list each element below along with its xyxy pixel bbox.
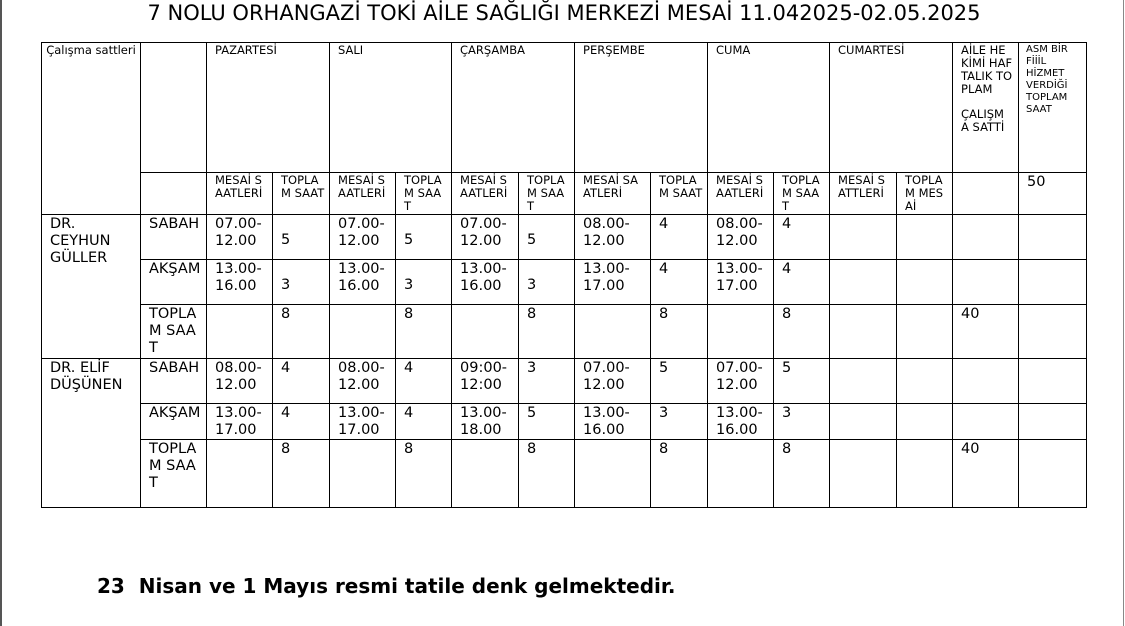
footnote: 23 Nisan ve 1 Mayıs resmi tatile denk gelmektedir. [97,574,676,598]
row-label-total: TOPLAM SAAT [141,440,207,508]
aile-hekimi-line1: AİLE HEKİMİ HAFTALIK TOPLAM [961,43,1013,96]
table-cell [330,440,396,508]
table-cell [897,440,953,508]
table-cell: 07.00-12.00 [330,215,396,260]
table-cell: 3 [651,404,708,440]
table-cell [575,305,651,359]
table-cell: 13.00-16.00 [452,260,519,305]
header-day-sali: SALI [330,43,452,173]
table-cell: 4 [396,404,452,440]
header-row-days [42,43,1087,173]
document-title: 7 NOLU ORHANGAZİ TOKİ AİLE SAĞLIĞI MERKEZİ MESAİ 11.042025-02.05.2025 [147,1,981,25]
header-asm-total: ASM BİR FİİİL HİZMET VERDİĞİ TOPLAM SAAT [1019,43,1087,173]
header-pzt-toplam: TOPLAM SAAT [273,173,330,215]
table-cell: 08.00-12.00 [207,359,273,404]
table-cell [953,359,1019,404]
table-cell [330,305,396,359]
table-cell: 8 [651,440,708,508]
table-cell [1019,404,1087,440]
table-cell: 13.00-16.00 [330,260,396,305]
table-cell [897,305,953,359]
header-day-persembe: PERŞEMBE [575,43,708,173]
table-cell: 5 [519,404,575,440]
table-cell: 5 [273,215,330,260]
table-cell [575,440,651,508]
table-cell [1019,215,1087,260]
table-cell [452,440,519,508]
weekly-total: 40 [953,305,1019,359]
header-sal-toplam: TOPLAM SAAT [396,173,452,215]
table-cell: 5 [651,359,708,404]
row-label: SABAH [141,359,207,404]
table-cell: 13.00-17.00 [207,404,273,440]
row-label-total: TOPLAM SAAT [141,305,207,359]
header-day-cuma: CUMA [708,43,830,173]
table-cell [1019,440,1087,508]
header-asm-value: 50 [1019,173,1087,215]
table-cell [953,260,1019,305]
table-cell: 4 [651,260,708,305]
table-cell: 8 [774,305,830,359]
header-per-toplam: TOPLAM SAAT [651,173,708,215]
table-cell [897,404,953,440]
table-cell: 4 [273,359,330,404]
header-car-mesai: MESAİ SAATLERİ [452,173,519,215]
table-cell: 13.00-17.00 [708,260,774,305]
table-cell: 13.00-16.00 [207,260,273,305]
table-cell [830,359,897,404]
table-cell: 4 [774,215,830,260]
header-sub-aile-empty [953,173,1019,215]
table-cell [1019,305,1087,359]
header-cum-toplam: TOPLAM SAAT [774,173,830,215]
table-cell: 5 [519,215,575,260]
table-cell: 13.00-16.00 [708,404,774,440]
header-aile-hekimi [953,43,1019,173]
table-cell: 13.00-18.00 [452,404,519,440]
table-cell [897,215,953,260]
table-cell [830,260,897,305]
row-label: SABAH [141,215,207,260]
header-car-toplam: TOPLAM SAAT [519,173,575,215]
table-cell: 08.00-12.00 [575,215,651,260]
header-cum-mesai: MESAİ SAATLERİ [708,173,774,215]
table-cell [708,305,774,359]
header-row-sub [42,173,1087,215]
schedule-table [41,42,1087,508]
table-cell [830,215,897,260]
table-row [42,215,1087,260]
table-cell: 8 [396,440,452,508]
header-pzt-mesai: MESAİ SAATLERİ [207,173,273,215]
table-cell: 4 [774,260,830,305]
table-cell [1019,359,1087,404]
table-row-total [42,440,1087,508]
table-cell [1019,260,1087,305]
table-cell [207,305,273,359]
table-cell: 07.00-12.00 [575,359,651,404]
row-label: AKŞAM [141,260,207,305]
table-cell: 3 [396,260,452,305]
table-row [42,260,1087,305]
table-cell: 8 [273,440,330,508]
table-cell: 08.00-12.00 [708,215,774,260]
aile-hekimi-line2: ÇALIŞMA SATTİ [961,107,1005,134]
header-empty [141,43,207,173]
table-cell [708,440,774,508]
table-cell [830,440,897,508]
header-sub-empty [141,173,207,215]
table-row [42,359,1087,404]
table-cell: 8 [519,305,575,359]
header-cmt-mesai: MESAİ SATTLERİ [830,173,897,215]
table-cell: 08.00-12.00 [330,359,396,404]
table-cell: 09:00-12:00 [452,359,519,404]
header-cmt-toplam: TOPLAM MESAİ [897,173,953,215]
table-cell [830,404,897,440]
weekly-total: 40 [953,440,1019,508]
table-cell: 8 [273,305,330,359]
table-cell: 8 [651,305,708,359]
table-cell: 3 [519,359,575,404]
table-cell: 13.00-17.00 [575,260,651,305]
doctor-name: DR. CEYHUN GÜLLER [42,215,141,359]
table-cell: 8 [774,440,830,508]
table-row-total [42,305,1087,359]
table-cell [897,359,953,404]
table-cell [830,305,897,359]
table-cell: 07.00-12.00 [452,215,519,260]
table-cell: 3 [774,404,830,440]
header-per-mesai: MESAİ SAATLERİ [575,173,651,215]
table-cell [953,215,1019,260]
table-cell: 4 [396,359,452,404]
table-cell: 13.00-17.00 [330,404,396,440]
table-cell: 8 [519,440,575,508]
header-sal-mesai: MESAİ SAATLERİ [330,173,396,215]
header-calisma-saatleri: Çalışma sattleri [42,43,141,215]
table-cell: 4 [273,404,330,440]
table-cell [897,260,953,305]
table-cell: 5 [774,359,830,404]
table-cell [452,305,519,359]
table-cell: 07.00-12.00 [708,359,774,404]
table-cell: 3 [519,260,575,305]
table-cell: 5 [396,215,452,260]
table-cell: 13.00-16.00 [575,404,651,440]
table-cell: 8 [396,305,452,359]
header-day-cumartesi: CUMARTESİ [830,43,953,173]
table-cell: 3 [273,260,330,305]
table-row [42,404,1087,440]
table-cell: 4 [651,215,708,260]
header-day-carsamba: ÇARŞAMBA [452,43,575,173]
header-day-pazartesi: PAZARTESİ [207,43,330,173]
doctor-name: DR. ELİF DÜŞÜNEN [42,359,141,508]
table-cell: 07.00-12.00 [207,215,273,260]
row-label: AKŞAM [141,404,207,440]
table-cell [953,404,1019,440]
table-cell [207,440,273,508]
